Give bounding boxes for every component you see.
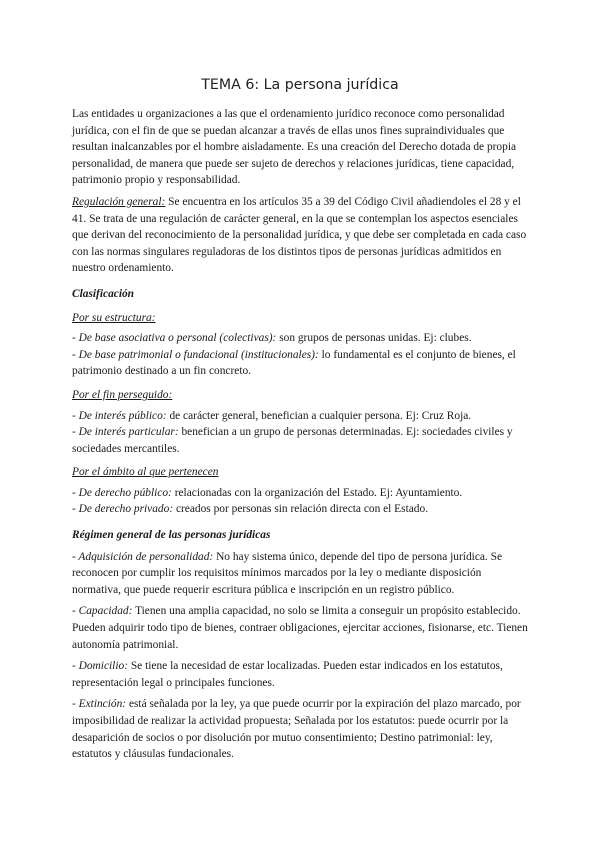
regulacion-label: Regulación general: <box>72 195 166 208</box>
group-title-estructura: Por su estructura: <box>72 311 156 324</box>
item-text: Tienen una amplia capacidad, no solo se limita a conseguir un propósito establecido. Pueden adquirir todo tipo de bienes, contraer obligaciones, ejercitar acciones, fisionarse, etc. Tienen autonomía patrimonial. <box>72 605 528 651</box>
item-label: - De derecho público: <box>72 486 172 499</box>
item-text: Se tiene la necesidad de estar localizadas. Pueden estar indicados en los estatutos, representación legal o principales funciones. <box>72 660 503 689</box>
page-title: TEMA 6: La persona jurídica <box>201 77 399 93</box>
item-text: está señalada por la ley, ya que puede ocurrir por la expiración del plazo marcado, por imposibilidad de realizar la actividad propuesta; Señalada por los estatutos: puede ocurrir por la desaparición de socios o por disolución por mutuo consentimiento; Destino patrimonial: ley, estatutos y cláusulas fundacionales. <box>72 698 521 761</box>
group-title-fin: Por el fin perseguido: <box>72 388 173 401</box>
item-text: creados por personas sin relación directa con el Estado. <box>173 503 429 516</box>
list-item <box>72 485 528 502</box>
item-label: - Extinción: <box>72 698 127 711</box>
item-label: - De derecho privado: <box>72 503 174 516</box>
intro-paragraph: Las entidades u organizaciones a las que el ordenamiento jurídico reconoce como personalidad jurídica, con el fin de que se puedan alcanzar a través de ellas unos fines supraindividuales que resultan inalcanzables por el hombre aisladamente. Es una creación del Derecho dotada de propia personalidad, de manera que puede ser sujeto de derechos y relaciones jurídicas, tiene capacidad, patrimonio propio y responsabilidad. <box>72 108 517 187</box>
item-text: son grupos de personas unidas. Ej: clubes. <box>276 332 472 345</box>
item-text: No hay sistema único, depende del tipo de persona jurídica. Se reconocen por cumplir los requisitos mínimos marcados por la ley o mediante disposición normativa, que puede requerir escritura pública e inscripción en un registro público. <box>72 550 503 596</box>
group-title-ambito: Por el ámbito al que pertenecen <box>72 466 219 479</box>
item-label: - Adquisición de personalidad: <box>72 550 214 563</box>
regulacion-text: Se encuentra en los artículos 35 a 39 del Código Civil añadiendoles el 28 y el 41. Se trata de una regulación de carácter general, en la que se contemplan los aspectos esenciales que derivan del reconocimiento de la personalidad jurídica, y que debe ser completada en cada caso con las normas singulares reguladoras de los distintos tipos de personas jurídicas admitidos en nuestro ordenamiento. <box>72 195 527 275</box>
list-item <box>72 696 528 762</box>
list-item <box>72 603 528 653</box>
item-text: de carácter general, benefician a cualquier persona. Ej: Cruz Roja. <box>166 409 472 422</box>
regimen-heading: Régimen general de las personas jurídicas <box>72 529 271 542</box>
item-label: - De interés público: <box>72 409 167 422</box>
list-item <box>72 658 528 691</box>
item-text: benefician a un grupo de personas determinadas. Ej: sociedades civiles y sociedades mercantiles. <box>72 426 513 455</box>
item-text: lo fundamental es el conjunto de bienes, el patrimonio destinado a un fin concreto. <box>72 348 516 378</box>
item-label: - Domicilio: <box>72 660 128 673</box>
list-item <box>72 408 528 425</box>
regulacion-paragraph <box>72 194 528 277</box>
list-item <box>72 424 528 457</box>
list-item <box>72 330 528 347</box>
item-label: - De base asociativa o personal (colectivas): <box>72 332 277 345</box>
list-item <box>72 549 528 599</box>
item-label: - Capacidad: <box>72 605 133 618</box>
clasificacion-heading: Clasificación <box>72 287 135 300</box>
item-label: - De interés particular: <box>72 426 179 439</box>
list-item <box>72 347 528 380</box>
item-label: - De base patrimonial o fundacional (institucionales): <box>72 348 319 361</box>
item-text: relacionadas con la organización del Estado. Ej: Ayuntamiento. <box>171 486 463 499</box>
list-item <box>72 501 528 518</box>
